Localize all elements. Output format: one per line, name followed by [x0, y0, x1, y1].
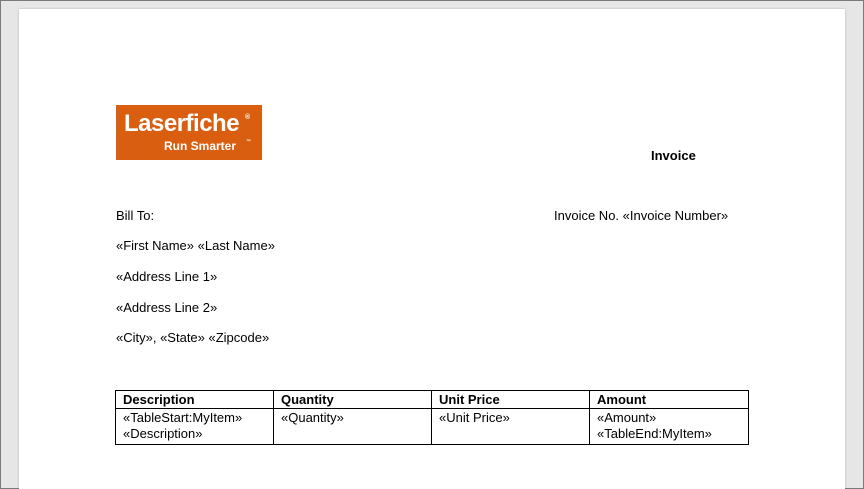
table-start-field: «TableStart:MyItem» [123, 410, 243, 425]
address-line-2-field[interactable]: «Address Line 2» [116, 300, 218, 315]
address-line-1-field[interactable]: «Address Line 1» [116, 269, 218, 284]
document-page [19, 9, 845, 489]
quantity-cell[interactable] [274, 409, 432, 445]
bill-to-label: Bill To: [116, 208, 155, 223]
header-quantity: Quantity [274, 391, 432, 409]
logo-tagline: Run Smarter [164, 139, 237, 153]
invoice-items-table [115, 390, 749, 445]
invoice-number-field[interactable]: Invoice No. «Invoice Number» [554, 208, 729, 223]
table-end-field: «TableEnd:MyItem» [597, 426, 712, 441]
unit-price-cell[interactable] [432, 409, 590, 445]
description-field: «Description» [123, 426, 203, 441]
header-amount: Amount [590, 391, 749, 409]
header-unit-price: Unit Price [432, 391, 590, 409]
unit-price-field: «Unit Price» [439, 410, 510, 425]
table-header-row [116, 391, 749, 409]
amount-field: «Amount» [597, 410, 657, 425]
city-state-zip-field[interactable]: «City», «State» «Zipcode» [116, 330, 270, 345]
invoice-title: Invoice [651, 148, 696, 163]
amount-cell[interactable] [590, 409, 749, 445]
laserfiche-logo [116, 105, 262, 160]
logo-wordmark: Laserfiche [124, 110, 240, 137]
table-row [116, 409, 749, 445]
header-description: Description [116, 391, 274, 409]
logo-trademark: ™ [246, 139, 251, 145]
customer-name-field[interactable]: «First Name» «Last Name» [116, 238, 275, 253]
logo-registered-mark: ® [245, 114, 251, 121]
quantity-field: «Quantity» [281, 410, 344, 425]
description-cell[interactable] [116, 409, 274, 445]
